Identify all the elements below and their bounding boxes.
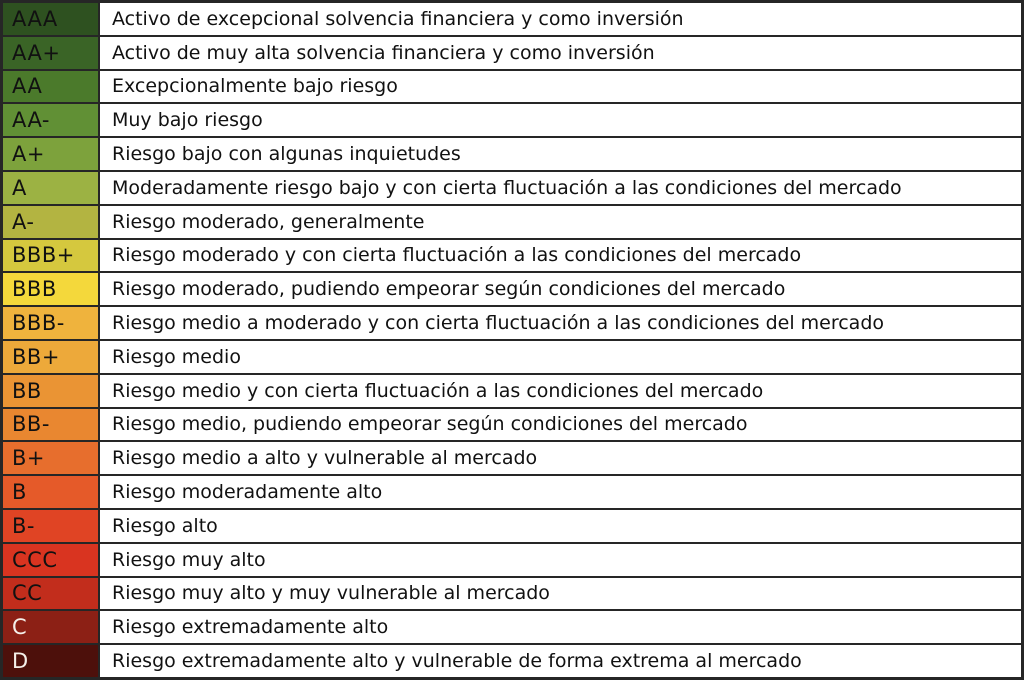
rating-cell: B+ [3, 442, 100, 474]
description-cell: Riesgo medio a alto y vulnerable al mercado [100, 442, 1021, 474]
description-cell: Excepcionalmente bajo riesgo [100, 71, 1021, 103]
table-row [3, 407, 1021, 441]
description-cell: Riesgo medio, pudiendo empeorar según condiciones del mercado [100, 409, 1021, 441]
table-row [3, 238, 1021, 272]
rating-cell: BB [3, 375, 100, 407]
rating-cell: B [3, 476, 100, 508]
description-cell: Moderadamente riesgo bajo y con cierta fluctuación a las condiciones del mercado [100, 172, 1021, 204]
description-cell: Riesgo medio a moderado y con cierta fluctuación a las condiciones del mercado [100, 307, 1021, 339]
rating-cell: CC [3, 578, 100, 610]
rating-cell: AAA [3, 3, 100, 35]
table-row [3, 204, 1021, 238]
rating-cell: BBB [3, 273, 100, 305]
table-row [3, 440, 1021, 474]
description-cell: Riesgo medio y con cierta fluctuación a las condiciones del mercado [100, 375, 1021, 407]
description-cell: Riesgo moderado, pudiendo empeorar según condiciones del mercado [100, 273, 1021, 305]
table-row [3, 576, 1021, 610]
description-cell: Riesgo medio [100, 341, 1021, 373]
rating-cell: A- [3, 206, 100, 238]
rating-cell: BBB- [3, 307, 100, 339]
table-row [3, 643, 1021, 677]
rating-cell: AA- [3, 104, 100, 136]
description-cell: Riesgo extremadamente alto [100, 611, 1021, 643]
table-row [3, 508, 1021, 542]
table-row [3, 3, 1021, 35]
rating-cell: CCC [3, 544, 100, 576]
table-row [3, 542, 1021, 576]
description-cell: Riesgo alto [100, 510, 1021, 542]
rating-cell: B- [3, 510, 100, 542]
table-row [3, 474, 1021, 508]
rating-cell: A [3, 172, 100, 204]
table-row [3, 170, 1021, 204]
table-row [3, 69, 1021, 103]
table-row [3, 102, 1021, 136]
description-cell: Activo de excepcional solvencia financiera y como inversión [100, 3, 1021, 35]
rating-cell: BB+ [3, 341, 100, 373]
description-cell: Riesgo moderadamente alto [100, 476, 1021, 508]
description-cell: Activo de muy alta solvencia financiera y como inversión [100, 37, 1021, 69]
rating-cell: AA+ [3, 37, 100, 69]
table-row [3, 136, 1021, 170]
table-row [3, 305, 1021, 339]
rating-cell: C [3, 611, 100, 643]
description-cell: Riesgo muy alto y muy vulnerable al mercado [100, 578, 1021, 610]
description-cell: Riesgo bajo con algunas inquietudes [100, 138, 1021, 170]
description-cell: Muy bajo riesgo [100, 104, 1021, 136]
table-row [3, 609, 1021, 643]
description-cell: Riesgo moderado y con cierta fluctuación a las condiciones del mercado [100, 240, 1021, 272]
table-row [3, 339, 1021, 373]
description-cell: Riesgo muy alto [100, 544, 1021, 576]
table-row [3, 35, 1021, 69]
rating-cell: BBB+ [3, 240, 100, 272]
description-cell: Riesgo extremadamente alto y vulnerable de forma extrema al mercado [100, 645, 1021, 677]
rating-cell: D [3, 645, 100, 677]
table-row [3, 271, 1021, 305]
rating-cell: A+ [3, 138, 100, 170]
table-row [3, 373, 1021, 407]
rating-cell: BB- [3, 409, 100, 441]
rating-cell: AA [3, 71, 100, 103]
description-cell: Riesgo moderado, generalmente [100, 206, 1021, 238]
